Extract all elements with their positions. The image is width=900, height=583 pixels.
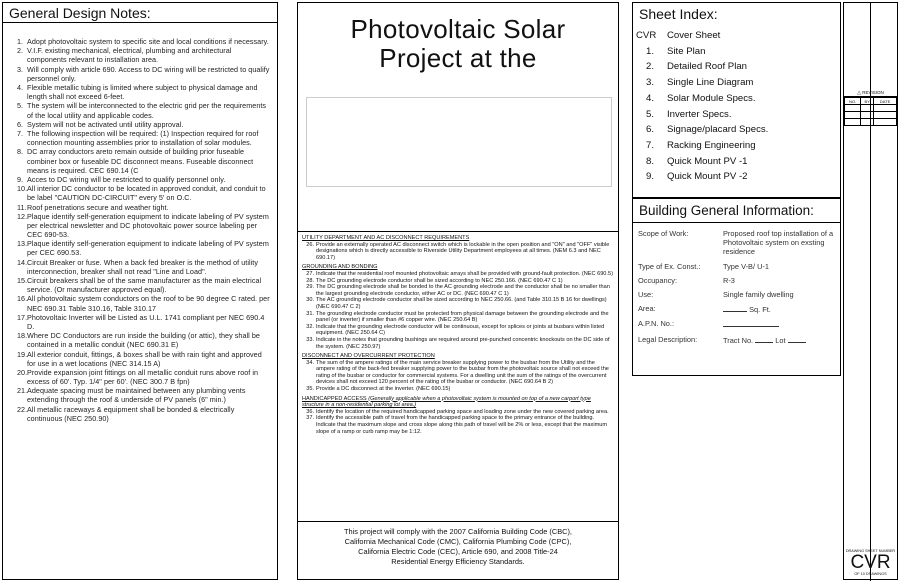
sheet-index-panel — [632, 2, 841, 198]
code-section-heading — [302, 235, 614, 242]
info-label: Scope of Work: — [638, 229, 689, 238]
project-title — [298, 15, 618, 73]
design-note-item — [9, 313, 271, 331]
sheet-index-item — [633, 122, 840, 138]
lot-blank — [788, 335, 806, 343]
cover-panel — [297, 2, 619, 580]
design-note-item — [9, 37, 271, 46]
code-note-item — [302, 284, 614, 297]
project-title-line-1: Photovoltaic Solar — [350, 14, 566, 44]
tract-label: Tract No. — [723, 335, 754, 345]
code-section-heading — [302, 353, 614, 360]
code-section-title: UTILITY DEPARTMENT AND AC DISCONNECT REQUIREMENTS — [302, 235, 470, 241]
sheet-number-caption: DRAWING SHEET NUMBER — [845, 549, 896, 553]
design-note-item — [9, 101, 271, 119]
design-note-item — [9, 120, 271, 129]
code-note-text: The AC grounding electrode conductor shall be sized according to NEC 250.66. (and Table 310.15 B 16 for dwellings) (NEC 690.47 C 2) — [316, 297, 607, 310]
design-note-number: 19. — [17, 349, 28, 359]
design-note-text: Plaque identify self-generation equipment to indicate labeling of PV system per CEC 690.53. — [27, 239, 269, 258]
title-block-strip — [843, 2, 898, 580]
design-note-text: Adopt photovoltaic system to specific site and local conditions if necessary. — [27, 37, 269, 46]
code-note-number: 33. — [306, 336, 314, 343]
sheet-index-item — [633, 154, 840, 170]
sheet-index-number: 6. — [645, 124, 654, 136]
info-value: Proposed roof top installation of a Photovoltaic system on exsting residence — [723, 229, 834, 257]
lot-label: Lot — [775, 335, 786, 345]
sheet-index-label: Cover Sheet — [667, 30, 721, 41]
revision-table — [844, 97, 897, 126]
code-note-item — [302, 311, 614, 324]
design-note-text: The following inspection will be required: (1) Inspection required for roof connection mounting assemblies prior to installation of solar modules. — [27, 129, 259, 148]
design-note-item — [9, 46, 271, 64]
sheet-index-item — [633, 169, 840, 185]
design-note-text: All exterior conduit, fittings, & boxes shall be with rain tight and approved for use in a wet locations (NEC 314.15 A) — [27, 349, 262, 368]
code-section-intro: (Generally applicable when a photovoltaic system is mounted on top of a new carport type structure in a non-residential parking lot area.) — [302, 395, 591, 409]
design-note-number: 10. — [17, 184, 28, 194]
design-note-number: 6. — [17, 119, 24, 129]
code-note-item — [302, 271, 614, 278]
general-design-notes-panel — [2, 2, 278, 580]
design-note-item — [9, 129, 271, 147]
design-note-text: Roof penetrations secure and weather tight. — [27, 202, 169, 212]
code-section-title: DISCONNECT AND OVERCURRENT PROTECTION — [302, 353, 435, 360]
site-image-placeholder — [306, 97, 612, 187]
design-note-number: 22. — [17, 404, 28, 414]
design-note-number: 2. — [17, 46, 24, 56]
sheet-index-number: 5. — [645, 108, 654, 120]
code-note-text: The sum of the ampere ratings of the main service breaker supplying power to the busbar from the Utility and the ampere rating of the back-fed breaker supplying power to the busbar from the photovoltaic source shall not exceed the rating of the busbar or conductor for commercial systems. For a dwelling unit the sum of the ratings of the overcurrent devices shall not exceed 120 percent of the rating of the busbar or conductor. (NEC 690.64 B 2) — [316, 359, 609, 386]
sheet-index-number: 1. — [645, 45, 654, 57]
sheet-index-label: Site Plan — [667, 45, 706, 57]
design-note-number: 12. — [17, 211, 28, 221]
info-row-type — [638, 262, 835, 276]
sheet-index-number: 9. — [645, 171, 654, 183]
design-note-number: 16. — [17, 294, 28, 304]
design-note-number: 1. — [17, 37, 24, 46]
design-note-number: 20. — [17, 367, 28, 377]
tract-blank — [755, 335, 773, 343]
sheet-index-number: 3. — [645, 77, 654, 89]
design-note-number: 21. — [17, 386, 28, 396]
code-note-item — [302, 415, 614, 435]
sheet-index-label: Single Line Diagram — [667, 77, 754, 89]
design-note-text: Circuit breakers shall be of the same manufacturer as the main electrical service. (Or manufacturer approved equal). — [27, 276, 262, 295]
rev-col-by: BY — [861, 98, 874, 105]
info-label: Occupancy: — [638, 275, 678, 285]
sheet-index-label: Inverter Specs. — [667, 108, 732, 120]
code-requirements-notes — [298, 231, 618, 522]
info-row-apn — [638, 319, 835, 334]
code-note-number: 28. — [306, 277, 314, 284]
compliance-line: This project will comply with the 2007 California Building Code (CBC), — [344, 527, 572, 536]
code-note-text: The grounding electrode conductor must be protected from physical damage between the grounding electrode and the panel (or inverter) if smaller than #6 copper wire. (NEC 250.64 B) — [316, 310, 609, 324]
design-note-text: Flexible metallic tubing is limited where subject to physical damage and length shall not exceed 6-feet. — [27, 83, 258, 102]
design-note-item — [9, 83, 271, 101]
design-note-item — [9, 203, 271, 212]
design-note-text: V.I.F. existing mechanical, electrical, plumbing and architectural components relevant to installation area. — [27, 46, 232, 65]
code-note-number: 31. — [306, 310, 314, 317]
sheet-index-list — [633, 28, 840, 185]
compliance-line: California Mechanical Code (CMC), California Plumbing Code (CPC), — [344, 537, 572, 546]
design-note-number: 11. — [17, 202, 27, 212]
code-note-item — [302, 242, 614, 262]
apn-blank — [723, 319, 779, 327]
code-note-number: 37. — [306, 415, 314, 422]
sheet-number: CVR — [850, 552, 891, 573]
code-note-text: Provide a DC disconnect at the inverter. (NEC 690.15) — [316, 386, 451, 393]
design-note-number: 3. — [17, 64, 24, 74]
design-note-item — [9, 368, 271, 386]
design-note-text: Adequate spacing must be maintained between any plumbing vents extending through the roof & underside of PV panels (6" min.) — [27, 386, 246, 405]
info-label: A.P.N. No.: — [638, 319, 675, 329]
code-note-item — [302, 278, 614, 285]
sheet-index-item — [633, 91, 840, 107]
design-note-number: 7. — [17, 129, 24, 139]
building-info-title: Building General Information: — [633, 199, 840, 223]
info-value: Type V-B/ U-1 — [723, 261, 770, 271]
design-note-number: 18. — [17, 331, 28, 341]
design-note-item — [9, 386, 271, 404]
design-note-text: DC array conductors areto remain outside of building prior fuseable combiner box or fuseable DC disconnect means. Fuseable disconnect means is required. CEC 690.14 (C — [27, 147, 254, 175]
code-section-heading — [302, 396, 614, 409]
revision-triangle-icon: △ — [857, 90, 862, 96]
code-note-text: Indicate that the grounding electrode conductor will be continuous, except for splices or joints at busbars within listed equipment. (NEC 250.64 C) — [316, 323, 605, 337]
code-note-text: Indicate that the residential roof mounted photovoltaic arrays shall be provided with ground-fault protection. (NEC 690.5) — [316, 270, 613, 277]
code-note-text: The DC grounding electrode conductor shall be sized according to NEC 250.166. (NEC 690.47 C 1) — [316, 277, 563, 284]
design-note-item — [9, 212, 271, 239]
info-label: Legal Description: — [638, 334, 698, 344]
general-design-notes-list — [3, 23, 277, 423]
code-note-text: Identify the accessible path of travel from the handicapped parking space to the primary entrance of the building. Indicate that the maximum slope and cross slope along this path of travel will be 2% or less, except that the maximum slope of a ramp or curb ramp may be 1:12. — [316, 415, 608, 435]
design-note-number: 17. — [17, 312, 28, 322]
sheet-index-item — [633, 75, 840, 91]
sheet-index-item — [633, 107, 840, 123]
design-note-text: Plaque identify self-generation equipment to indicate labeling of PV system per electrical newsletter and DC photovoltaic power source labeling per CEC 690-53. — [27, 211, 269, 240]
code-note-number: 35. — [306, 386, 314, 393]
design-note-text: Where DC Conductors are run inside the building (or attic), they shall be contained in a metallic conduit (NEC 690.31 E) — [27, 331, 260, 350]
info-row-occupancy — [638, 276, 835, 290]
info-label: Area: — [638, 304, 656, 314]
code-note-text: Indicate in the notes that grounding bushings are required around pre-punched concentric knockouts on the DC side of the system. (NEC 250.97) — [316, 336, 610, 350]
building-info-panel — [632, 198, 841, 376]
sheet-number-block — [844, 549, 897, 577]
code-section-title: GROUNDING AND BONDING — [302, 264, 378, 271]
sheet-index-label: Solar Module Specs. — [667, 92, 756, 104]
design-note-item — [9, 175, 271, 184]
code-note-text: Identify the location of the required handicapped parking space and loading zone under the new covered parking area. — [316, 408, 609, 415]
info-row-scope — [638, 229, 835, 262]
design-note-item — [9, 239, 271, 257]
code-note-item — [302, 360, 614, 386]
design-note-item — [9, 331, 271, 349]
design-note-text: System will not be activated until utility approval. — [27, 119, 184, 129]
code-note-number: 30. — [306, 297, 314, 304]
code-note-text: Provide an externally operated AC disconnect switch which is lockable in the open position and "ON" and "OFF" visible designations which is directly accessible to Riverside Utility Department employees at all times. (NEM 6.3 and NEC 690.17) — [316, 241, 610, 261]
code-section-heading — [302, 264, 614, 271]
sheet-index-item — [633, 28, 840, 44]
design-note-number: 14. — [17, 257, 28, 267]
info-label: Use: — [638, 290, 654, 300]
sheet-index-item — [633, 138, 840, 154]
design-note-number: 5. — [17, 101, 24, 111]
info-value: Sq. Ft. — [749, 305, 771, 315]
sheet-index-label: Quick Mount PV -1 — [667, 155, 748, 167]
design-note-text: All metallic raceways & equipment shall be bonded & electrically continuous (NEC 250.90) — [27, 404, 235, 423]
code-note-number: 32. — [306, 323, 314, 330]
code-note-item — [302, 297, 614, 310]
design-note-number: 8. — [17, 147, 24, 157]
revision-block — [844, 89, 897, 126]
code-note-item — [302, 324, 614, 337]
code-compliance-statement — [298, 527, 618, 567]
info-value: R-3 — [723, 275, 735, 285]
info-row-use — [638, 290, 835, 304]
design-note-item — [9, 276, 271, 294]
sheet-of-count: OF 10 DRAWINGS — [854, 572, 887, 576]
sheet-index-label: Signage/placard Specs. — [667, 124, 769, 136]
project-title-line-2: Project at the — [379, 43, 537, 73]
compliance-line: California Electric Code (CEC), Article 690, and 2008 Title-24 — [358, 547, 558, 556]
sheet-index-item — [633, 59, 840, 75]
sheet-index-label: Detailed Roof Plan — [667, 61, 747, 73]
code-note-number: 26. — [306, 241, 314, 248]
code-section-title: HANDICAPPED ACCESS — [302, 395, 367, 402]
design-note-number: 15. — [17, 276, 28, 286]
sheet-index-number: 4. — [645, 92, 654, 104]
sheet-index-title: Sheet Index: — [639, 6, 718, 22]
revision-label: REVISION — [862, 90, 884, 95]
sheet-index-number: 7. — [645, 139, 654, 151]
design-note-item — [9, 294, 271, 312]
design-note-item — [9, 184, 271, 202]
building-info-table — [638, 229, 835, 350]
design-note-text: All photovoltaic system conductors on the roof to be 90 degree C rated. per NEC 690.31 Table 310.16, Table 310.17 — [27, 294, 270, 313]
sheet-index-number: CVR — [636, 30, 657, 41]
design-note-text: The system will be interconnected to the electric grid per the requirements of the local utility and applicable codes. — [27, 101, 267, 120]
revision-header — [844, 89, 897, 97]
code-note-item — [302, 386, 614, 393]
code-note-number: 36. — [306, 408, 314, 415]
design-note-item — [9, 258, 271, 276]
rev-col-date: DATE — [874, 98, 897, 105]
info-value: Single family dwelling — [723, 290, 794, 300]
code-note-text: The DC grounding electrode shall be bonded to the AC grounding electrode and the conductor shall be no smaller than the largest grounding electrode conductor, either AC or DC. (NEC 690.47 C 1) — [316, 284, 610, 297]
sheet-index-item — [633, 44, 840, 60]
compliance-line: Residential Energy Efficiency Standards. — [391, 557, 525, 566]
sheet-index-number: 8. — [645, 155, 654, 167]
design-note-text: Acces to DC wiring will be restricted to qualify personnel only. — [27, 174, 226, 184]
design-note-item — [9, 405, 271, 423]
sheet-index-number: 2. — [645, 61, 654, 73]
sheet-index-label: Quick Mount PV -2 — [667, 171, 748, 183]
design-note-number: 13. — [17, 239, 28, 249]
design-note-number: 4. — [17, 83, 24, 93]
code-note-item — [302, 409, 614, 416]
design-note-text: All interior DC conductor to be located in approved conduit, and conduit to be label "CAUTION DC-CIRCUIT" every 5' on O.C. — [27, 184, 266, 203]
area-blank — [723, 304, 747, 312]
general-design-notes-title: General Design Notes: — [3, 3, 277, 23]
code-note-number: 29. — [306, 284, 314, 291]
design-note-item — [9, 147, 271, 174]
info-label: Type of Ex. Const.: — [638, 261, 701, 271]
design-note-item — [9, 350, 271, 368]
info-row-area — [638, 304, 835, 319]
code-note-item — [302, 337, 614, 350]
sheet-index-label: Racking Engineering — [667, 139, 756, 151]
design-note-text: Circuit Breaker or fuse. When a back fed breaker is the method of utility interconnection, breaker shall not read "Line and Load". — [27, 257, 258, 276]
rev-col-no: NO. — [845, 98, 861, 105]
code-note-number: 27. — [306, 270, 314, 277]
info-row-legal — [638, 335, 835, 350]
design-note-item — [9, 65, 271, 83]
design-note-text: Will comply with article 690. Access to DC wiring will be restricted to qualify personnel only. — [27, 64, 270, 83]
design-note-text: Photovoltaic Inverter will be Listed as U.L. 1741 compliant per NEC 690.4 D. — [27, 312, 265, 331]
design-note-number: 9. — [17, 174, 24, 184]
code-note-number: 34. — [306, 359, 314, 366]
design-note-text: Provide expansion joint fittings on all metallic conduit runs above roof in excess of 60'. Typ. 1/4" per 60'. (NEC 300.7 B fpn) — [27, 367, 259, 387]
